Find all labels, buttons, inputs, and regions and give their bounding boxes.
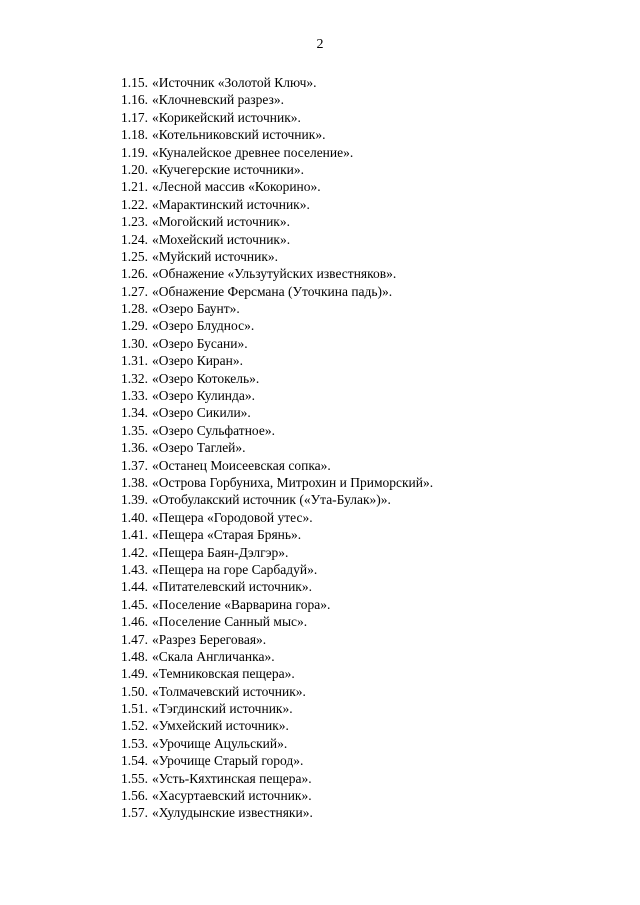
list-item-text: «Пещера Баян-Дэлгэр». <box>152 544 289 560</box>
list-item <box>121 422 601 439</box>
list-item-text: «Котельниковский источник». <box>152 127 326 143</box>
list-item-number: 1.27. <box>121 283 148 299</box>
list-item-text: «Усть-Кяхтинская пещера». <box>152 770 312 786</box>
list-item-text: «Урочище Ацульский». <box>152 735 288 751</box>
list-item <box>121 370 601 387</box>
list-item-text: «Отобулакский источник («Ута-Булак»)». <box>152 492 391 508</box>
list-item <box>121 491 601 508</box>
list-item <box>121 474 601 491</box>
list-item-text: «Муйский источник». <box>152 248 279 264</box>
list-item-number: 1.20. <box>121 161 148 177</box>
list-item-text: «Пещера «Городовой утес». <box>152 509 313 525</box>
list-item-text: «Останец Моисеевская сопка». <box>152 457 331 473</box>
list-item-text: «Хасуртаевский источник». <box>152 788 312 804</box>
list-item <box>121 665 601 682</box>
list-item <box>121 457 601 474</box>
list-item <box>121 804 601 821</box>
list-item-number: 1.48. <box>121 648 148 664</box>
list-item <box>121 683 601 700</box>
list-item-number: 1.45. <box>121 596 148 612</box>
list-item-text: «Поселение «Варварина гора». <box>152 596 331 612</box>
list-item-number: 1.22. <box>121 196 148 212</box>
list-item-text: «Озеро Кулинда». <box>152 388 256 404</box>
list-item-text: «Обнажение «Ульзутуйских известняков». <box>152 266 397 282</box>
list-item <box>121 178 601 195</box>
list-item-text: «Могойский источник». <box>152 214 290 230</box>
list-item-text: «Обнажение Ферсмана (Уточкина падь)». <box>152 283 393 299</box>
list-item-number: 1.52. <box>121 718 148 734</box>
list-item <box>121 352 601 369</box>
list-item <box>121 91 601 108</box>
list-item-number: 1.25. <box>121 248 148 264</box>
list-item <box>121 648 601 665</box>
list-item-number: 1.16. <box>121 92 148 108</box>
list-item <box>121 248 601 265</box>
list-item-number: 1.49. <box>121 666 148 682</box>
list-item-number: 1.50. <box>121 683 148 699</box>
list-item-text: «Лесной массив «Кокорино». <box>152 179 321 195</box>
list-item-number: 1.31. <box>121 353 148 369</box>
list-item <box>121 196 601 213</box>
list-item-text: «Разрез Береговая». <box>152 631 267 647</box>
list-item-text: «Озеро Бусани». <box>152 335 248 351</box>
list-item-number: 1.30. <box>121 335 148 351</box>
list-item-text: «Умхейский источник». <box>152 718 289 734</box>
list-item-text: «Хулудынские известняки». <box>152 805 313 821</box>
list-item <box>121 213 601 230</box>
list-item <box>121 404 601 421</box>
list-item-number: 1.34. <box>121 405 148 421</box>
list-item-text: «Пещера «Старая Брянь». <box>152 527 302 543</box>
list-item-number: 1.35. <box>121 422 148 438</box>
list-item-text: «Озеро Сульфатное». <box>152 422 275 438</box>
list-item-text: «Толмачевский источник». <box>152 683 306 699</box>
list-item <box>121 387 601 404</box>
list-item-text: «Тэгдинский источник». <box>152 701 293 717</box>
list-item-number: 1.17. <box>121 109 148 125</box>
list-item-number: 1.39. <box>121 492 148 508</box>
list-item-text: «Пещера на горе Сарбадуй». <box>152 561 318 577</box>
list-item-text: «Куналейское древнее поселение». <box>152 144 354 160</box>
list-item <box>121 631 601 648</box>
list-item-number: 1.56. <box>121 788 148 804</box>
list-item <box>121 231 601 248</box>
list-item-text: «Урочище Старый город». <box>152 753 304 769</box>
list-item-text: «Острова Горбуниха, Митрохин и Приморский». <box>152 474 434 490</box>
list-item-text: «Озеро Таглей». <box>152 440 246 456</box>
list-item <box>121 74 601 91</box>
list-item-text: «Озеро Баунт». <box>152 301 240 317</box>
list-item <box>121 752 601 769</box>
list-item-number: 1.37. <box>121 457 148 473</box>
list-item-number: 1.28. <box>121 301 148 317</box>
list-item <box>121 317 601 334</box>
list-item-number: 1.21. <box>121 179 148 195</box>
list-item <box>121 300 601 317</box>
list-item <box>121 717 601 734</box>
list-item <box>121 161 601 178</box>
list-item-text: «Мохейский источник». <box>152 231 291 247</box>
list-item-number: 1.55. <box>121 770 148 786</box>
list-item-number: 1.38. <box>121 474 148 490</box>
list-item-text: «Озеро Котокель». <box>152 370 260 386</box>
list-item-text: «Питателевский источник». <box>152 579 312 595</box>
list-item-number: 1.46. <box>121 614 148 630</box>
list-item-number: 1.18. <box>121 127 148 143</box>
list-item <box>121 613 601 630</box>
list-item-number: 1.40. <box>121 509 148 525</box>
list-item <box>121 770 601 787</box>
list-item <box>121 283 601 300</box>
list-item <box>121 526 601 543</box>
list-item-number: 1.33. <box>121 388 148 404</box>
list-item-text: «Темниковская пещера». <box>152 666 295 682</box>
list-item-number: 1.29. <box>121 318 148 334</box>
list-item <box>121 144 601 161</box>
list-item-text: «Озеро Блуднос». <box>152 318 255 334</box>
list-item <box>121 561 601 578</box>
list-item-text: «Озеро Сикили». <box>152 405 251 421</box>
list-item <box>121 109 601 126</box>
list-item <box>121 265 601 282</box>
list-item-number: 1.54. <box>121 753 148 769</box>
list-item-text: «Источник «Золотой Ключ». <box>152 75 317 90</box>
list-item-number: 1.43. <box>121 561 148 577</box>
list-item <box>121 509 601 526</box>
list-item-number: 1.26. <box>121 266 148 282</box>
list-item-text: «Корикейский источник». <box>152 109 301 125</box>
list-item-text: «Скала Англичанка». <box>152 648 275 664</box>
list-item-number: 1.44. <box>121 579 148 595</box>
page-number: 2 <box>316 37 324 52</box>
list-item-number: 1.53. <box>121 735 148 751</box>
list-item <box>121 787 601 804</box>
list-item-number: 1.23. <box>121 214 148 230</box>
list-item <box>121 735 601 752</box>
list-item-text: «Клочневский разрез». <box>152 92 285 108</box>
list-item <box>121 544 601 561</box>
list-item-text: «Поселение Санный мыс». <box>152 614 308 630</box>
list-item-number: 1.51. <box>121 701 148 717</box>
list-item-number: 1.15. <box>121 75 148 90</box>
list-item <box>121 700 601 717</box>
list-item-text: «Мaрактинский источник». <box>152 196 310 212</box>
list-item-text: «Кучегерские источники». <box>152 161 305 177</box>
list-item <box>121 578 601 595</box>
list-item-number: 1.57. <box>121 805 148 821</box>
list-item-number: 1.41. <box>121 527 148 543</box>
list-item-number: 1.47. <box>121 631 148 647</box>
numbered-list <box>121 74 601 822</box>
list-item <box>121 335 601 352</box>
list-item <box>121 126 601 143</box>
list-item-number: 1.24. <box>121 231 148 247</box>
list-item-number: 1.32. <box>121 370 148 386</box>
list-item <box>121 596 601 613</box>
list-item <box>121 439 601 456</box>
list-item-number: 1.42. <box>121 544 148 560</box>
list-item-number: 1.36. <box>121 440 148 456</box>
list-item-number: 1.19. <box>121 144 148 160</box>
list-item-text: «Озеро Киран». <box>152 353 244 369</box>
